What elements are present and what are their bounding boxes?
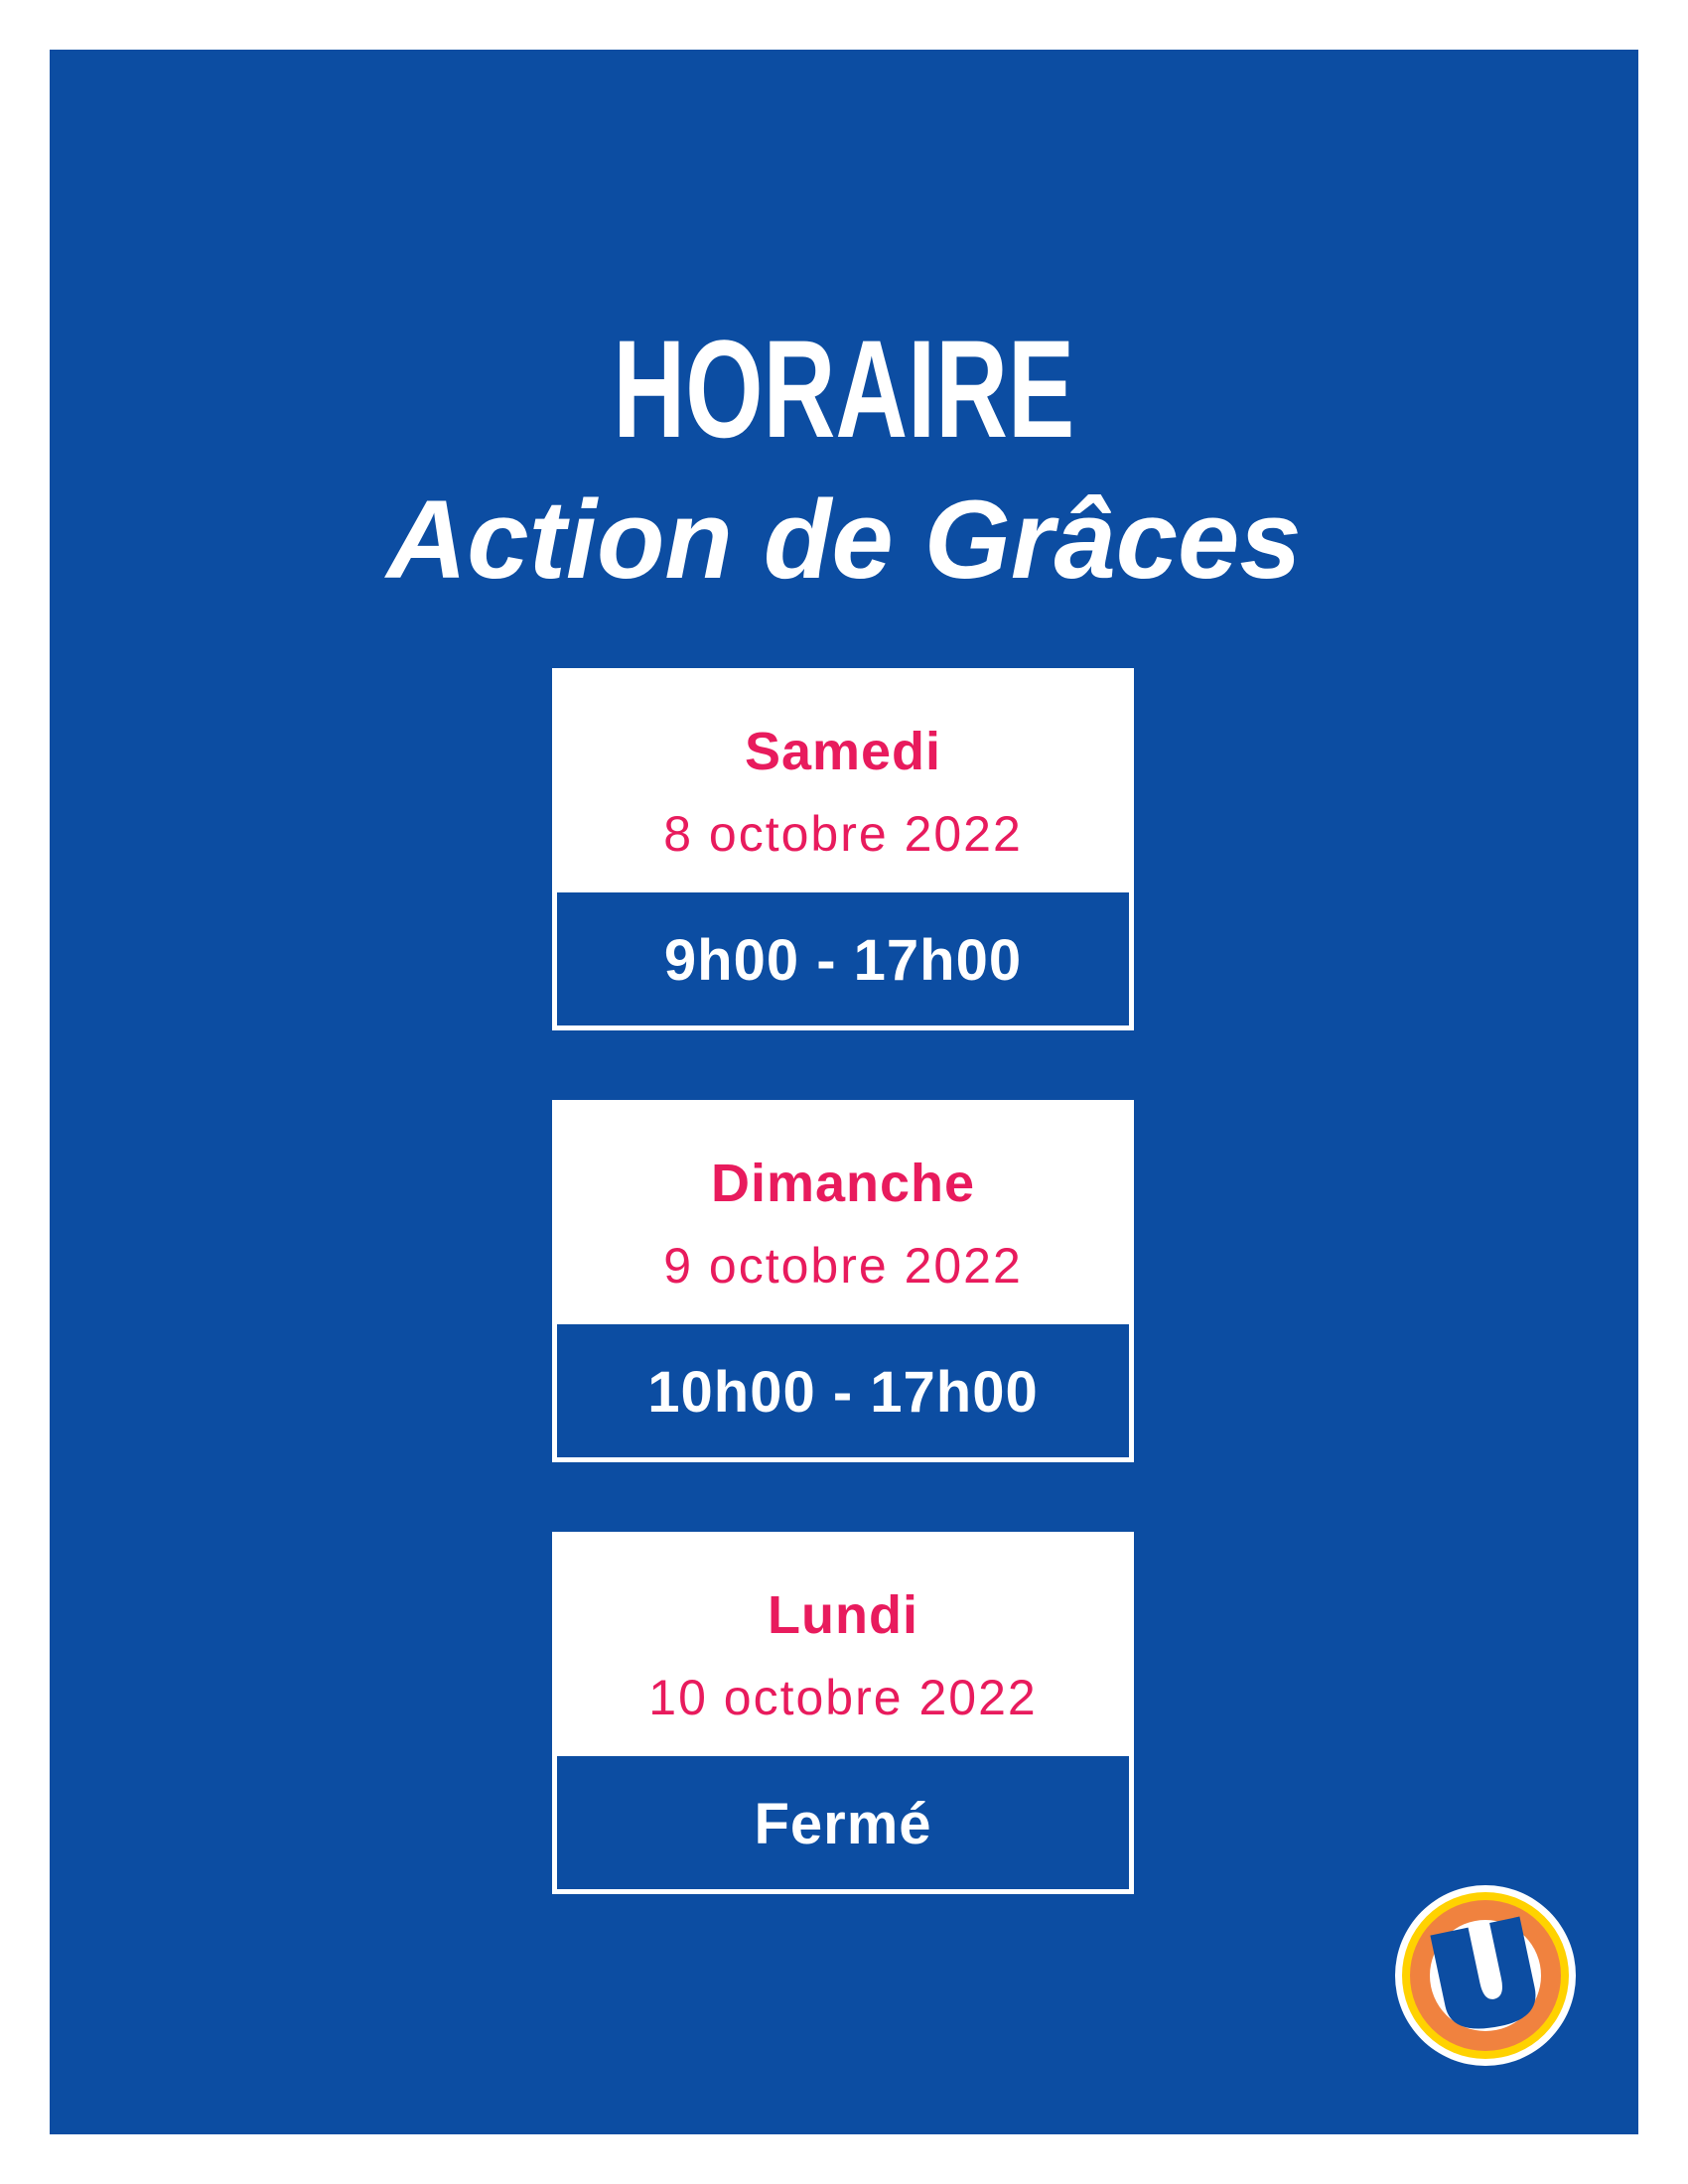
hours-text: 10h00 - 17h00 — [647, 1359, 1039, 1425]
hours-text: Fermé — [754, 1791, 932, 1856]
date-text: 8 octobre 2022 — [663, 806, 1023, 862]
day-name: Lundi — [768, 1585, 918, 1645]
schedule-card-saturday — [552, 668, 1134, 1030]
hours-band — [557, 1756, 1129, 1889]
day-name: Dimanche — [710, 1154, 976, 1213]
schedule-card-sunday — [552, 1100, 1134, 1462]
brand-logo — [1395, 1885, 1576, 2066]
poster-title — [50, 311, 1638, 467]
hours-band — [557, 1324, 1129, 1457]
schedule-card-monday — [552, 1532, 1134, 1894]
day-name: Samedi — [744, 722, 942, 781]
date-text: 10 octobre 2022 — [648, 1670, 1038, 1725]
hours-text: 9h00 - 17h00 — [663, 927, 1023, 993]
date-text: 9 octobre 2022 — [663, 1238, 1023, 1294]
poster-subtitle: Action de Grâces — [386, 478, 1302, 602]
hours-band — [557, 892, 1129, 1025]
poster-title-text: HORAIRE — [613, 311, 1075, 467]
blue-panel — [50, 50, 1638, 2134]
